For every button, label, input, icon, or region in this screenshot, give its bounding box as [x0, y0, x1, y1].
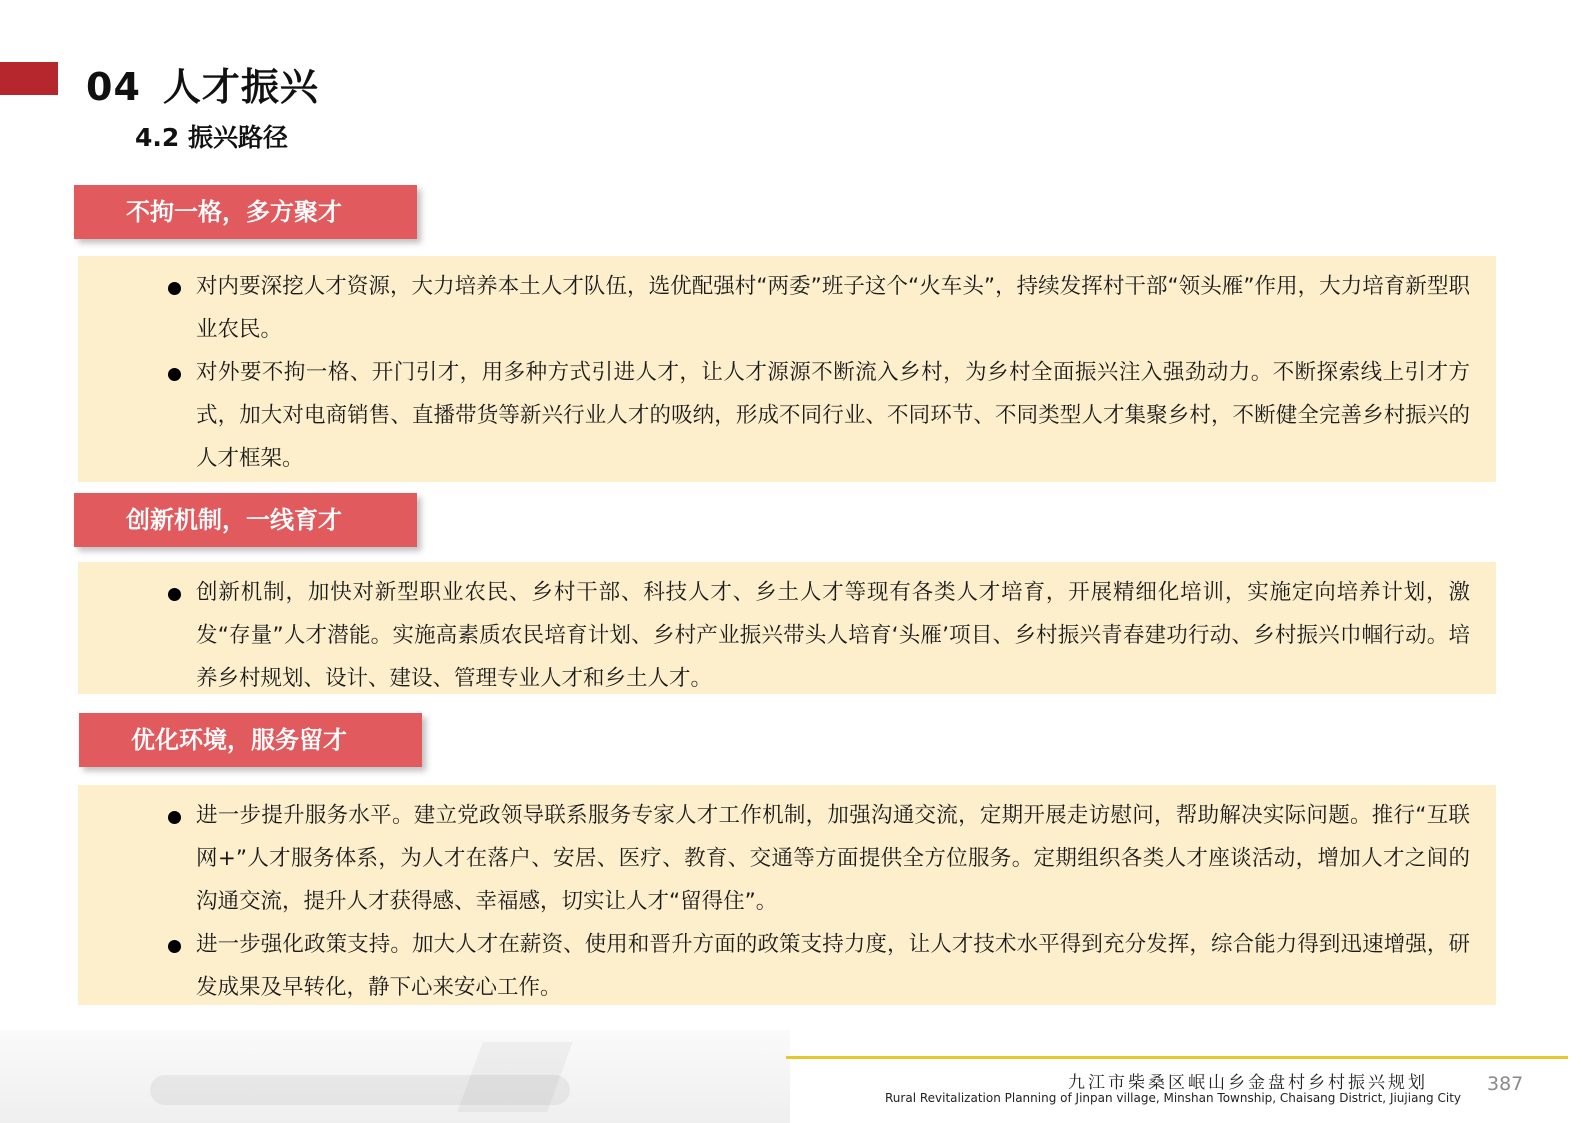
list-item-text: 对内要深挖人才资源，大力培养本土人才队伍，选优配强村“两委”班子这个“火车头”，持续发挥村干部“领头雁”作用，大力培育新型职业农民。 — [196, 274, 1470, 342]
footer-decorative-illustration — [0, 1030, 790, 1123]
section-tag-3: 优化环境，服务留才 — [79, 713, 422, 767]
footer-title-cn: 九江市柴桑区岷山乡金盘村乡村振兴规划 — [1068, 1073, 1428, 1093]
section-tag-2: 创新机制，一线育才 — [74, 493, 417, 547]
section-panel-2 — [78, 562, 1496, 694]
list-item-text: 对外要不拘一格、开门引才，用多种方式引进人才，让人才源源不断流入乡村，为乡村全面振兴注入强劲动力。不断探索线上引才方式，加大对电商销售、直播带货等新兴行业人才的吸纳，形成不同行业、不同环节、不同类型人才集聚乡村，不断健全完善乡村振兴的人才框架。 — [196, 360, 1470, 471]
footer-title-en: Rural Revitalization Planning of Jinpan village, Minshan Township, Chaisang District, Jiujiang City — [885, 1091, 1461, 1105]
list-item — [78, 351, 1470, 480]
footer-divider-line — [786, 1056, 1568, 1059]
chapter-heading — [86, 56, 319, 111]
chapter-title: 人才振兴 — [162, 65, 319, 109]
list-item — [78, 923, 1470, 1009]
section-panel-1 — [78, 256, 1496, 482]
bullet-icon — [168, 811, 181, 824]
chapter-accent-bar — [0, 62, 58, 95]
page-number: 387 — [1487, 1073, 1524, 1095]
chapter-number: 04 — [86, 65, 141, 109]
list-item-text: 进一步提升服务水平。建立党政领导联系服务专家人才工作机制，加强沟通交流，定期开展走访慰问，帮助解决实际问题。推行“互联网+”人才服务体系，为人才在落户、安居、医疗、教育、交通等方面提供全方位服务。定期组织各类人才座谈活动，增加人才之间的沟通交流，提升人才获得感、幸福感，切实让人才“留得住”。 — [196, 803, 1470, 914]
bullet-icon — [168, 282, 181, 295]
section-subtitle: 4.2 振兴路径 — [135, 123, 288, 152]
list-item-text: 进一步强化政策支持。加大人才在薪资、使用和晋升方面的政策支持力度，让人才技术水平得到充分发挥，综合能力得到迅速增强，研发成果及早转化，静下心来安心工作。 — [196, 932, 1470, 1000]
section-tag-1: 不拘一格，多方聚才 — [74, 185, 417, 239]
bullet-icon — [168, 940, 181, 953]
list-item — [78, 265, 1470, 351]
list-item — [78, 794, 1470, 923]
list-item — [78, 571, 1470, 700]
bullet-icon — [168, 368, 181, 381]
list-item-text: 创新机制，加快对新型职业农民、乡村干部、科技人才、乡土人才等现有各类人才培育，开展精细化培训，实施定向培养计划，激发“存量”人才潜能。实施高素质农民培育计划、乡村产业振兴带头人培育‘头雁’项目、乡村振兴青春建功行动、乡村振兴巾帼行动。培养乡村规划、设计、建设、管理专业人才和乡土人才。 — [196, 580, 1470, 691]
bullet-icon — [168, 588, 181, 601]
section-panel-3 — [78, 785, 1496, 1005]
